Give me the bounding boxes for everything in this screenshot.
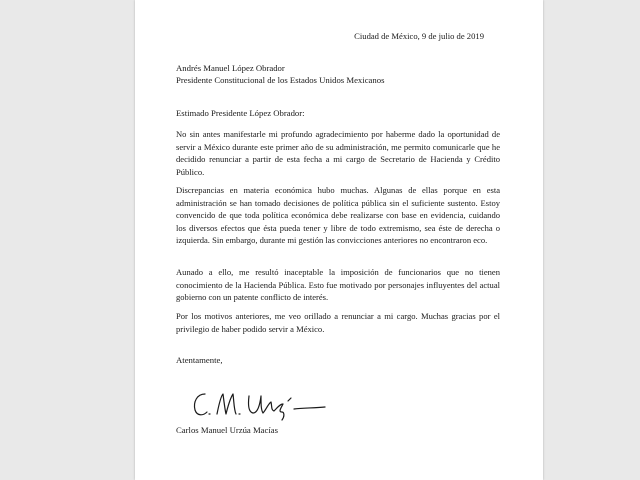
- body-paragraph: Por los motivos anteriores, me veo orillado a renunciar a mi cargo. Muchas gracias por el privilegio de haber podido servir a México.: [176, 311, 500, 334]
- recipient-title: Presidente Constitucional de los Estados Unidos Mexicanos: [176, 75, 385, 86]
- handwritten-signature: [191, 388, 331, 422]
- recipient-block: [176, 62, 384, 87]
- body-paragraph: No sin antes manifestarle mi profundo agradecimiento por haberme dado la oportunidad de servir a México durante este primer año de su administración, me permito comunicarle que he decidido renunciar a partir de esta fecha a mi cargo de Secretario de Hacienda y Crédito Público.: [176, 129, 500, 177]
- salutation: Estimado Presidente López Obrador:: [176, 108, 305, 118]
- place-and-date: Ciudad de México, 9 de julio de 2019: [354, 31, 484, 41]
- closing: Atentamente,: [176, 355, 223, 365]
- signer-name: Carlos Manuel Urzúa Macías: [176, 425, 279, 435]
- recipient-name: Andrés Manuel López Obrador: [176, 63, 285, 73]
- body-paragraph: Aunado a ello, me resultó inaceptable la imposición de funcionarios que no tienen conocimiento de la Hacienda Pública. Esto fue motivado por personajes influyentes del actual gobierno con un patente conflicto de interés.: [176, 267, 500, 303]
- letter-page: [135, 0, 543, 480]
- body-paragraph: Discrepancias en materia económica hubo muchas. Algunas de ellas porque en esta administración se han tomado decisiones de política pública sin el suficiente sustento. Estoy convencido de que toda política económica debe realizarse con base en evidencia, cuidando los diversos efectos que ésta pueda tener y libre de todo extremismo, sea éste de derecha o izquierda. Sin embargo, durante mi gestión las convicciones anteriores no encontraron eco.: [176, 185, 500, 246]
